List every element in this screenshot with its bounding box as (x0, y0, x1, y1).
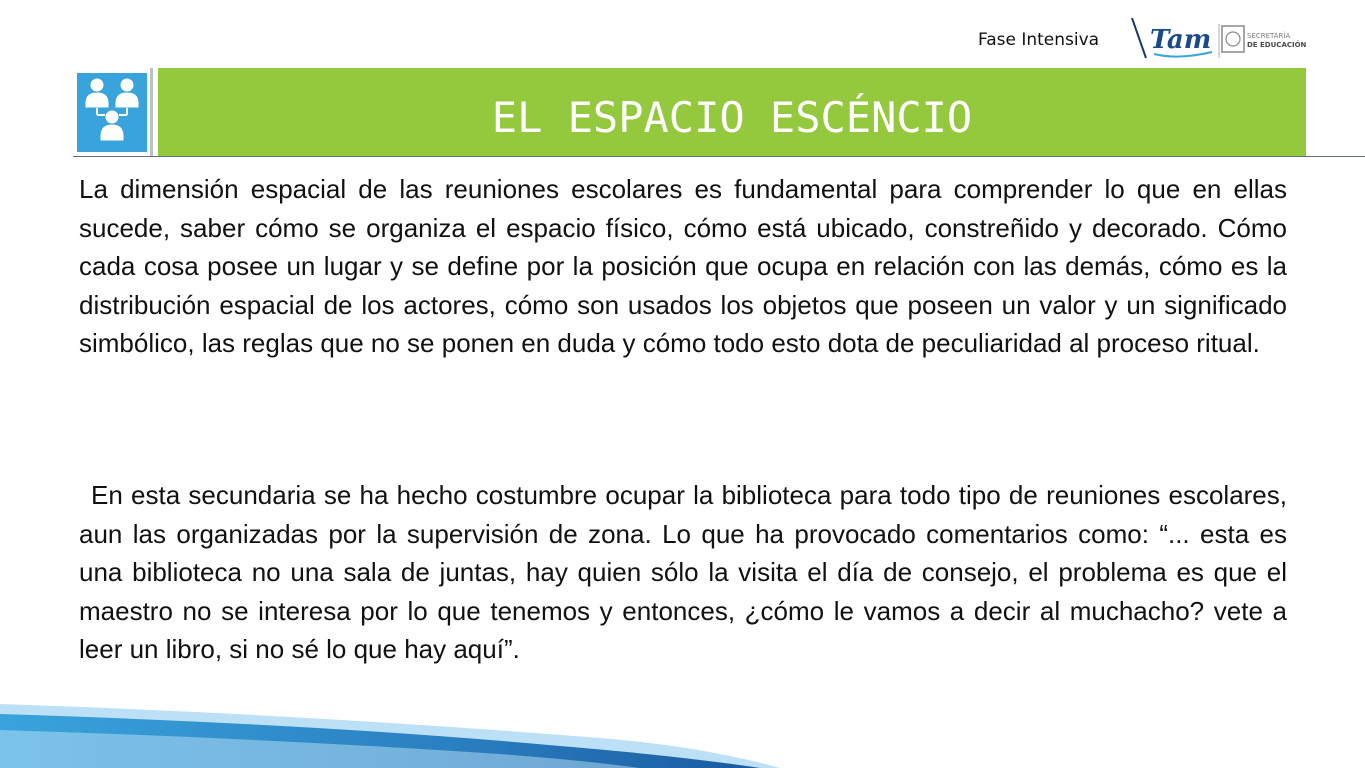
tam-logo-text: Tam (1150, 25, 1212, 55)
secretaria-line2: DE EDUCACIÓN (1247, 41, 1307, 49)
tam-logo (1132, 18, 1212, 58)
footer-wave-decoration (0, 690, 1365, 768)
banner-divider (73, 156, 1365, 157)
slide-title: EL ESPACIO ESCÉNCIO (491, 93, 973, 142)
phase-label: Fase Intensiva (978, 30, 1100, 50)
title-banner (158, 68, 1306, 156)
secretaria-line1: SECRETARÍA (1247, 32, 1291, 40)
body-paragraph-2: En esta secundaria se ha hecho costumbre ocupar la biblioteca para todo tipo de reuniones escolares, aun las organizadas por la supervisión de zona. Lo que ha provocado comentarios como: “... esta es una biblioteca no una sala de juntas, hay quien sólo la visita el día de consejo, el problema es que el maestro no se interesa por lo que tenemos y entonces, ¿cómo le vamos a decir al muchacho? vete a leer un libro, si no sé lo que hay aquí”. (79, 480, 1287, 664)
people-group-icon (77, 73, 147, 152)
body-paragraph-1: La dimensión espacial de las reuniones escolares es fundamental para comprender lo que en ellas sucede, saber cómo se organiza el espacio físico, cómo está ubicado, constreñido y decorado. Cómo cada cosa posee un lugar y se define por la posición que ocupa en relación con las demás, cómo es la distribución espacial de los actores, cómo son usados los objetos que poseen un valor y un significado simbólico, las reglas que no se ponen en duda y cómo todo esto dota de peculiaridad al proceso ritual. (79, 174, 1287, 358)
secretaria-educacion-logo (1222, 26, 1307, 52)
banner-icon-box (73, 68, 153, 156)
institution-logos (1128, 14, 1310, 64)
people-group-icon-graphic (77, 73, 147, 152)
